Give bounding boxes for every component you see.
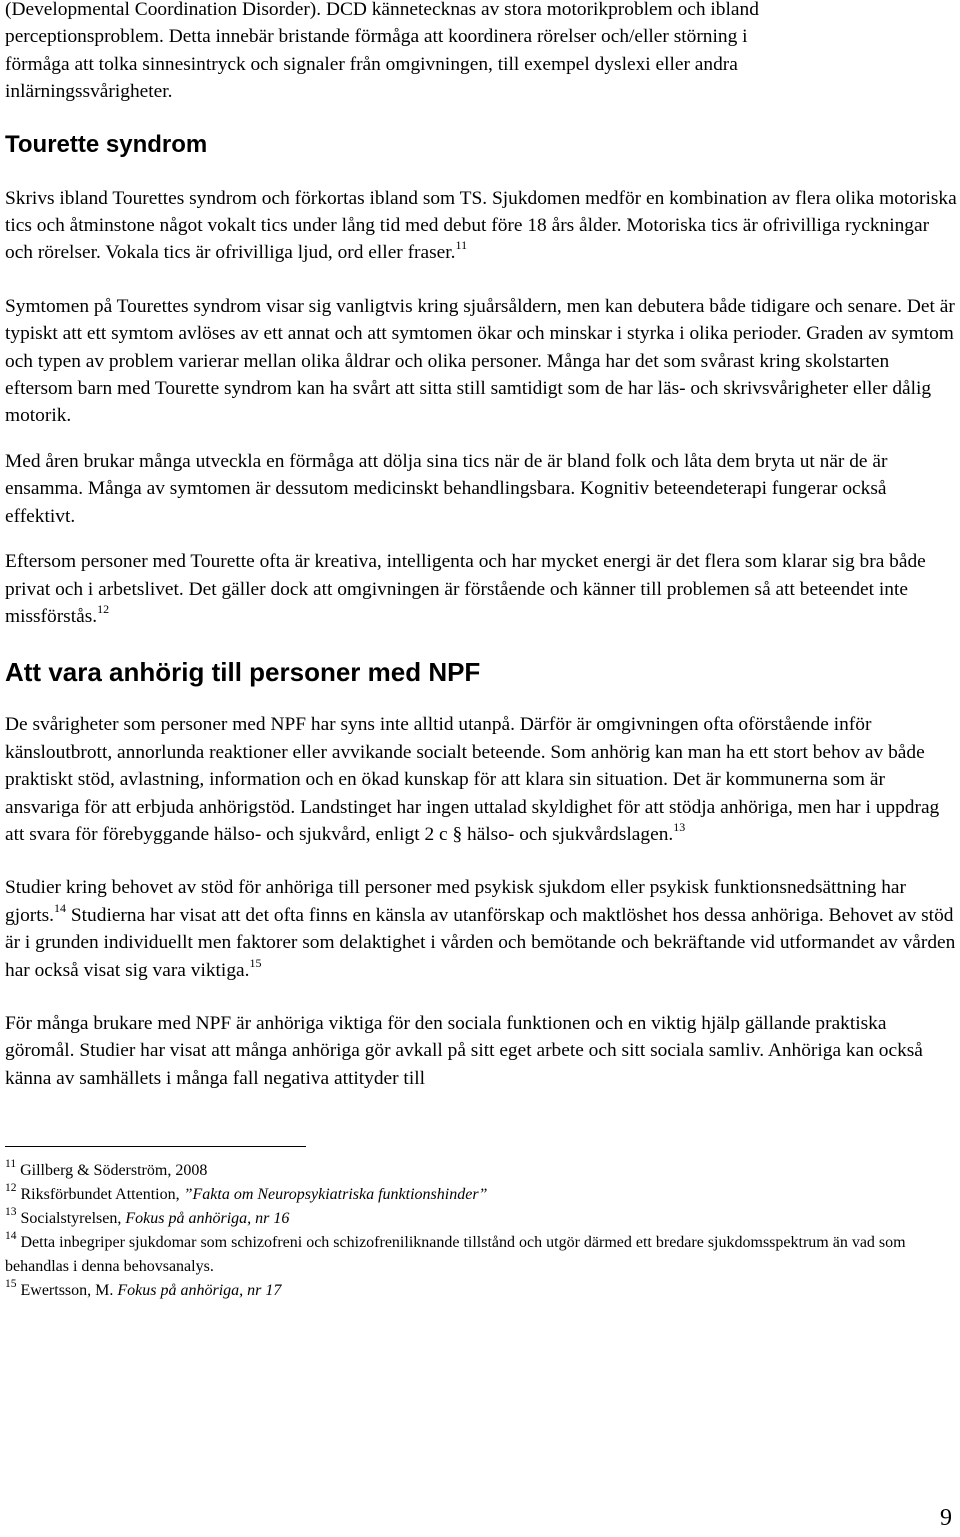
footnote-text: Riksförbundet Attention, <box>20 1186 184 1204</box>
footnote-italic: Fokus på anhöriga, nr 16 <box>125 1210 290 1228</box>
footnote-text: Ewertsson, M. <box>20 1282 118 1300</box>
section-heading-tourette: Tourette syndrom <box>5 130 208 158</box>
section-heading-anhorig: Att vara anhörig till personer med NPF <box>5 657 481 688</box>
anhorig-paragraph-1 <box>5 711 957 848</box>
paragraph-text: Studierna har visat att det ofta finns en känsla av utanförskap och maktlöshet hos dessa anhöriga. Behovet av stöd är i grunden individuellt men faktorer som delaktighet i vården och bemötande och bekräftande vid utformandet av vården har också visat sig vara viktiga. <box>5 904 956 981</box>
paragraph-text: Skrivs ibland Tourettes syndrom och förkortas ibland som TS. Sjukdomen medför en kombination av flera olika motoriska tics och åtminstone något vokalt tics under lång tid med debut före 18 års ålder. Motoriska tics är ofrivilliga ryckningar och rörelser. Vokala tics är ofrivilliga ljud, ord eller fraser. <box>5 187 957 264</box>
footnote-ref[interactable]: 15 <box>249 955 262 970</box>
footnote <box>5 1159 957 1183</box>
footnote-ref[interactable]: 14 <box>54 900 67 915</box>
footnote <box>5 1183 957 1207</box>
footnotes <box>5 1159 957 1303</box>
footnote-text: Gillberg & Söderström, 2008 <box>20 1162 208 1180</box>
footnote-ref[interactable]: 13 <box>673 819 686 834</box>
footnote-text: Socialstyrelsen, <box>20 1210 126 1228</box>
page-number: 9 <box>940 1505 952 1531</box>
footnote-text: Detta inbegriper sjukdomar som schizofreni och schizofreniliknande tillstånd och utgör därmed ett bredare sjukdomsspektrum än vad som behandlas i denna behovsanalys. <box>5 1234 906 1276</box>
footnote-number: 14 <box>5 1230 17 1243</box>
footnote-italic: Fokus på anhöriga, nr 17 <box>117 1282 282 1300</box>
footnote-italic: ”Fakta om Neuropsykiatriska funktionshinder” <box>183 1186 488 1204</box>
footnote-number: 13 <box>5 1206 17 1219</box>
intro-line: förmåga att tolka sinnesintryck och signaler från omgivningen, till exempel dyslexi eller andra <box>5 53 738 75</box>
footnote-ref[interactable]: 11 <box>455 238 468 253</box>
footnote-ref[interactable]: 12 <box>97 601 110 616</box>
intro-paragraph <box>5 0 957 106</box>
footnote <box>5 1207 957 1231</box>
tourette-paragraph-1 <box>5 185 957 267</box>
paragraph-text: Studier kring behovet av stöd för anhöriga till personer med psykisk sjukdom eller psykisk funktionsnedsättning har gjorts. <box>5 877 906 926</box>
tourette-paragraph-3: Med åren brukar många utveckla en förmåga att dölja sina tics när de är bland folk och låta dem bryta ut när de är ensamma. Många av symtomen är dessutom medicinskt behandlingsbara. Kognitiv beteendeterapi fungerar också effektivt. <box>5 450 888 527</box>
footnote-number: 15 <box>5 1278 17 1291</box>
tourette-paragraph-2: Symtomen på Tourettes syndrom visar sig vanligtvis kring sjuårsåldern, men kan debutera både tidigare och senare. Det är typiskt att ett symtom avlöses av ett annat och att symtomen ökar och minskar i styrka i olika perioder. Graden av symtom och typen av problem varierar mellan olika åldrar och olika personer. Många har det som svårast kring skolstarten eftersom barn med Tourette syndrom kan ha svårt att sitta still samtidigt som de har läs- och skrivsvårigheter eller dålig motorik. <box>5 295 955 427</box>
anhorig-paragraph-3: För många brukare med NPF är anhöriga viktiga för den sociala funktionen och en viktig hjälp gällande praktiska göromål. Studier har visat att många anhöriga gör avkall på sitt eget arbete och sitt sociala samliv. Anhöriga kan också känna av samhällets i många fall negativa attityder till <box>5 1012 923 1089</box>
footnote <box>5 1279 957 1303</box>
document-page <box>5 0 957 1303</box>
footnote <box>5 1231 957 1279</box>
tourette-paragraph-4 <box>5 548 957 630</box>
intro-line: (Developmental Coordination Disorder). DCD kännetecknas av stora motorikproblem och ibland <box>5 0 759 20</box>
anhorig-paragraph-2 <box>5 874 957 984</box>
footnote-number: 11 <box>5 1158 17 1171</box>
intro-line: inlärningssvårigheter. <box>5 81 173 103</box>
intro-line: perceptionsproblem. Detta innebär bristande förmåga att koordinera rörelser och/eller störning i <box>5 26 748 48</box>
footnote-separator <box>5 1146 306 1147</box>
footnote-number: 12 <box>5 1182 17 1195</box>
paragraph-text: De svårigheter som personer med NPF har syns inte alltid utanpå. Därför är omgivningen ofta oförstående inför känsloutbrott, annorlunda reaktioner eller avvikande socialt beteende. Som anhörig kan man ha ett stort behov av både praktiskt stöd, avlastning, information och en ökad kunskap för att klara sin situation. Det är kommunerna som är ansvariga för att erbjuda anhörigstöd. Landstinget har ingen uttalad skyldighet för att stödja anhöriga, men har i uppdrag att svara för förebyggande hälso- och sjukvård, enligt 2 c § hälso- och sjukvårdslagen. <box>5 714 940 845</box>
paragraph-text: Eftersom personer med Tourette ofta är kreativa, intelligenta och har mycket energi är det flera som klarar sig bra både privat och i arbetslivet. Det gäller dock att omgivningen är förstående och känner till problemen så att beteendet inte missförstås. <box>5 551 926 627</box>
